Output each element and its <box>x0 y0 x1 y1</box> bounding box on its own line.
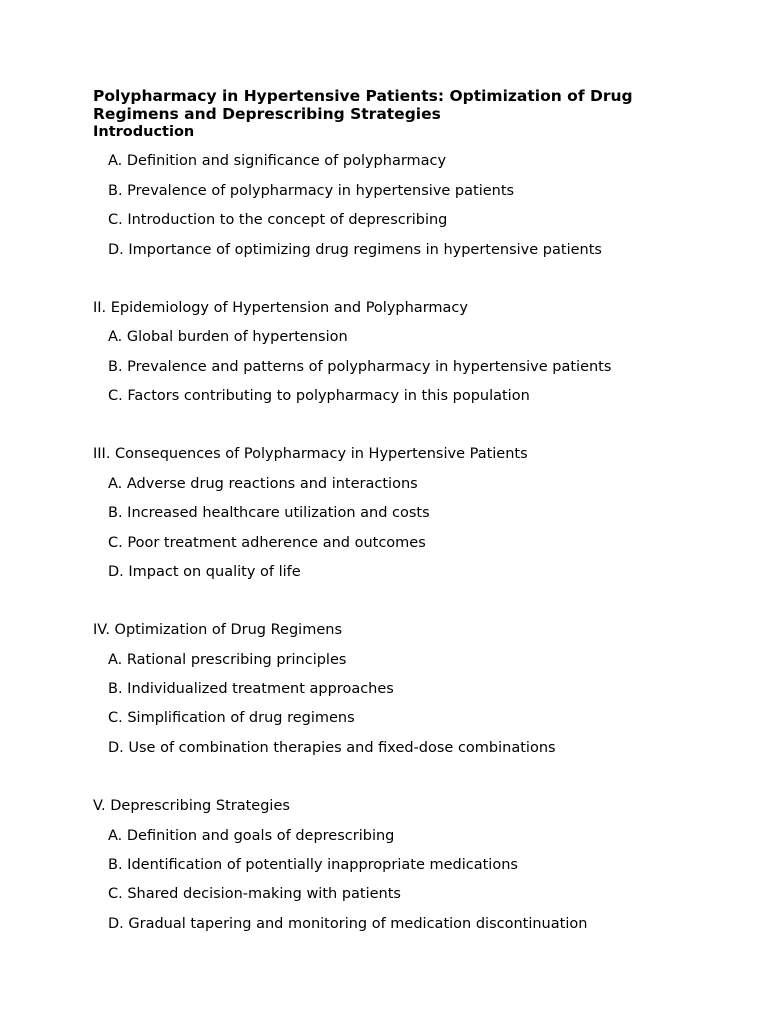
section-heading-deprescribing: V. Deprescribing Strategies <box>93 798 290 814</box>
document-title: Polypharmacy in Hypertensive Patients: Optimization of Drug Regimens and Deprescribing Strategies <box>93 87 633 123</box>
section-item: A. Adverse drug reactions and interactions <box>108 476 418 492</box>
section-item: B. Individualized treatment approaches <box>108 681 394 697</box>
intro-item-a: A. Definition and significance of polypharmacy <box>108 153 447 169</box>
section-heading-epidemiology: II. Epidemiology of Hypertension and Polypharmacy <box>93 300 468 316</box>
section-heading-consequences: III. Consequences of Polypharmacy in Hypertensive Patients <box>93 446 528 462</box>
section-item: A. Definition and goals of deprescribing <box>108 828 395 844</box>
section-item: A. Global burden of hypertension <box>108 329 348 345</box>
section-item: C. Poor treatment adherence and outcomes <box>108 535 426 551</box>
intro-item-b: B. Prevalence of polypharmacy in hypertensive patients <box>108 183 515 199</box>
section-item: B. Increased healthcare utilization and costs <box>108 505 430 521</box>
intro-item-c: C. Introduction to the concept of deprescribing <box>108 212 448 228</box>
section-item: C. Factors contributing to polypharmacy in this population <box>108 388 530 404</box>
intro-item-d: D. Importance of optimizing drug regimens in hypertensive patients <box>108 242 602 258</box>
section-item: B. Identification of potentially inappropriate medications <box>108 857 518 873</box>
section-heading-optimization: IV. Optimization of Drug Regimens <box>93 622 342 638</box>
section-item: D. Gradual tapering and monitoring of medication discontinuation <box>108 916 588 932</box>
section-item: A. Rational prescribing principles <box>108 652 347 668</box>
section-item: B. Prevalence and patterns of polypharmacy in hypertensive patients <box>108 359 612 375</box>
section-item: D. Impact on quality of life <box>108 564 301 580</box>
section-item: D. Use of combination therapies and fixed-dose combinations <box>108 740 556 756</box>
introduction-heading: Introduction <box>93 124 195 140</box>
section-item: C. Shared decision-making with patients <box>108 886 401 902</box>
section-item: C. Simplification of drug regimens <box>108 710 355 726</box>
